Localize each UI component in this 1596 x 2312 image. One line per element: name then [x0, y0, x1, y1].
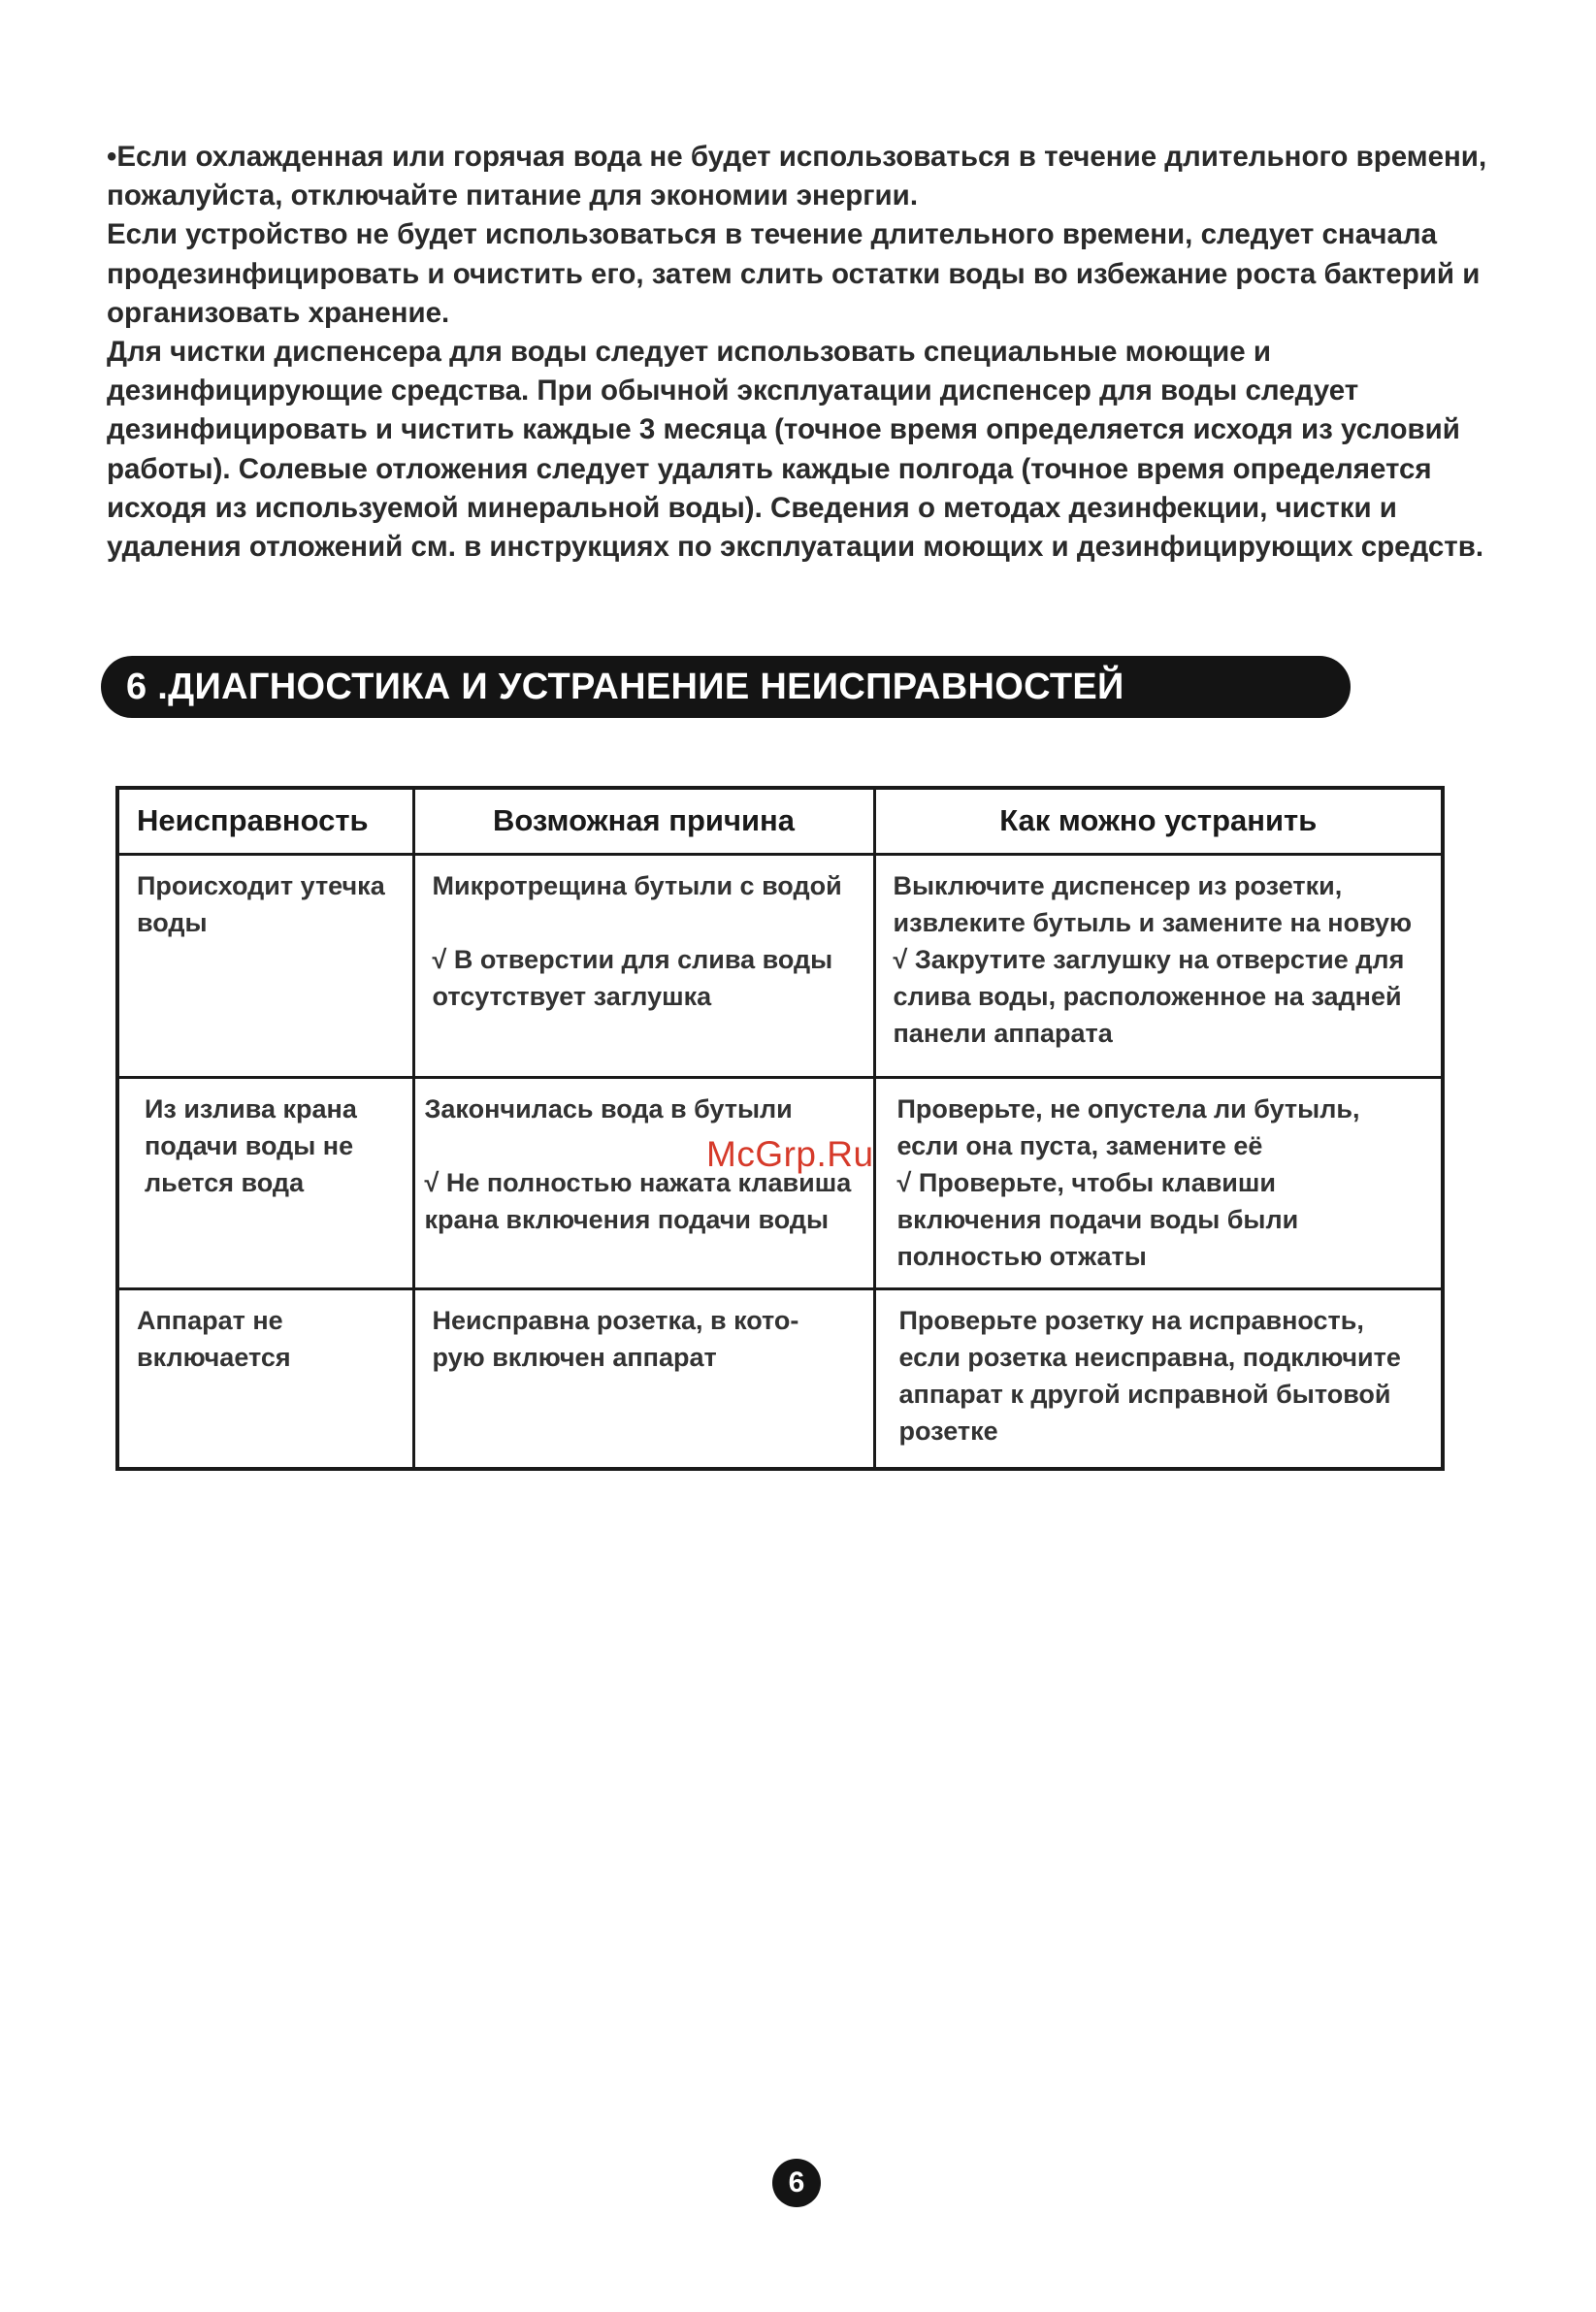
intro-paragraph-storage: Если устройство не будет использоваться в течение длительного времени, следует сначала продезинфицировать и очистить его, затем слить остатки воды во избежание роста бактерий и организовать хранение. [107, 218, 1481, 329]
header-cause: Возможная причина [413, 788, 874, 854]
cause-line: рую включен аппарат [432, 1342, 717, 1372]
fix-line: Выключите диспенсер из розетки, [893, 870, 1343, 900]
fault-cell [117, 1288, 413, 1469]
cause-cell [413, 1288, 874, 1469]
table-row [117, 854, 1443, 1077]
cause-line: Микротрещина бутыли с водой [432, 870, 842, 900]
fix-line: если она пуста, замените её [896, 1130, 1263, 1160]
section-title-banner: 6 .ДИАГНОСТИКА И УСТРАНЕНИЕ НЕИСПРАВНОСТЕЙ [101, 656, 1351, 718]
fix-line: слива воды, расположенное на задней [893, 981, 1402, 1011]
fix-line: включения подачи воды были [896, 1204, 1299, 1234]
fix-line: если розетка неисправна, подключите [898, 1342, 1401, 1372]
header-fix: Как можно устранить [874, 788, 1443, 854]
fix-line: Проверьте розетку на исправность, [898, 1305, 1364, 1335]
cause-cell [413, 854, 874, 1077]
fix-line: панели аппарата [893, 1018, 1113, 1048]
fix-line: аппарат к другой исправной бытовой [898, 1379, 1391, 1409]
fix-cell [874, 1288, 1443, 1469]
watermark: McGrp.Ru [706, 1134, 874, 1174]
fault-line: Происходит утечка [137, 870, 385, 900]
cause-line: отсутствует заглушка [432, 981, 712, 1011]
cause-line: Неисправна розетка, в кото- [432, 1305, 799, 1335]
cause-line: √ В отверстии для слива воды [432, 944, 833, 974]
intro-paragraph-power: •Если охлажденная или горячая вода не будет использоваться в течение длительного времени, пожалуйста, отключайте питание для экономии энергии. [107, 141, 1487, 212]
fault-line: льется вода [145, 1167, 305, 1197]
fix-line: розетке [898, 1416, 998, 1446]
cause-line: крана включения подачи воды [424, 1204, 830, 1234]
cause-line: Закончилась вода в бутыли [424, 1093, 793, 1123]
cause-line: √ Не полностью нажата клавиша [424, 1167, 852, 1197]
fault-line: Из излива крана [145, 1093, 357, 1123]
intro-paragraph-cleaning: Для чистки диспенсера для воды следует использовать специальные моющие и дезинфицирующие средства. При обычной эксплуатации диспенсер для воды следует дезинфицировать и чистить каждые 3 месяца (точное время определяется исходя из условий работы). Солевые отложения следует удалять каждые полгода (точное время определяется исходя из используемой минеральной воды). Сведения о методах дезинфекции, чистки и удаления отложений см. в инструкциях по эксплуатации моющих и дезинфицирующих средств. [107, 336, 1484, 564]
fault-line: воды [137, 907, 208, 937]
fix-line: полностью отжаты [896, 1241, 1147, 1271]
fix-line: √ Проверьте, чтобы клавиши [896, 1167, 1277, 1197]
fault-line: включается [137, 1342, 291, 1372]
fix-cell [874, 1077, 1443, 1288]
fix-line: Проверьте, не опустела ли бутыль, [896, 1093, 1360, 1123]
fix-cell [874, 854, 1443, 1077]
table-header-row [117, 788, 1443, 854]
page-number-badge: 6 [772, 2159, 821, 2207]
intro-text [107, 138, 1504, 567]
fault-line: подачи воды не [145, 1130, 354, 1160]
fault-line: Аппарат не [137, 1305, 283, 1335]
cause-cell [413, 1077, 874, 1288]
fix-line: извлеките бутыль и замените на новую [893, 907, 1413, 937]
fix-line: √ Закрутите заглушку на отверстие для [893, 944, 1405, 974]
fault-cell [117, 854, 413, 1077]
fault-cell [117, 1077, 413, 1288]
table-row [117, 1288, 1443, 1469]
table-row [117, 1077, 1443, 1288]
troubleshooting-table [115, 786, 1445, 1471]
header-fault: Неисправность [117, 788, 413, 854]
